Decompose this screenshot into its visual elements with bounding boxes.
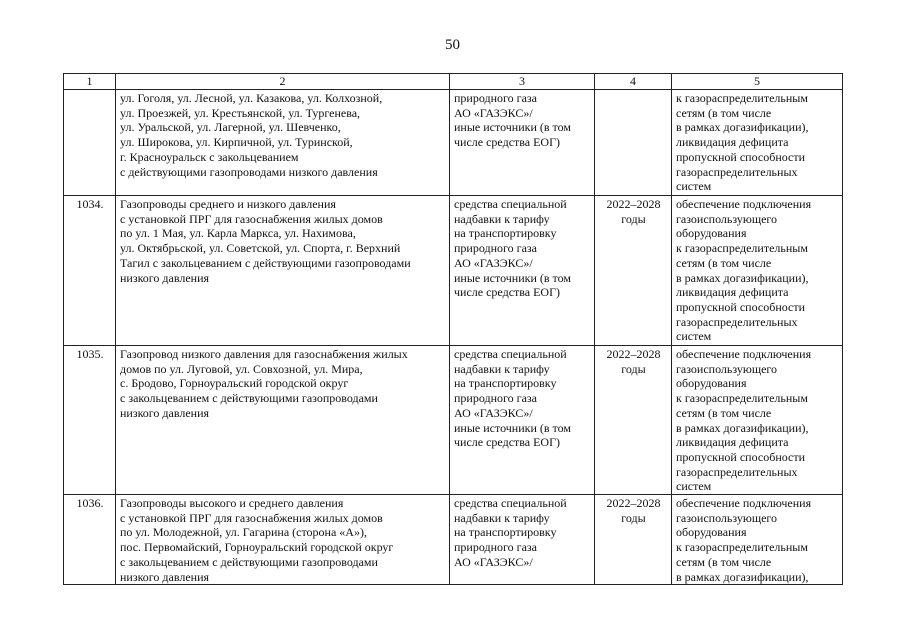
expected-result-cell-line: сетям (в том числе [676,105,772,120]
description-cell-line: Тагил с закольцеванием с действующими газопроводами [120,255,411,270]
description-cell [116,196,450,346]
expected-result-cell-line: систем [676,179,712,194]
description-cell-line: с действующими газопроводами низкого давления [120,164,378,179]
column-header: 3 [450,74,595,90]
funding-source-cell-line: надбавки к тарифу [454,510,550,525]
funding-source-cell-line: средства специальной [454,347,567,361]
table-row [64,495,843,585]
expected-result-cell-line: к газораспределительным [676,391,808,406]
description-cell-line: низкого давления [120,569,210,584]
expected-result-cell-line: пропускной способности [676,299,806,314]
expected-result-cell-line: в рамках догазификации), [676,420,809,435]
funding-source-cell-line: АО «ГАЗЭКС»/ [454,405,533,420]
funding-source-cell-line: средства специальной [454,496,567,511]
data-table [63,73,843,585]
funding-source-cell [450,346,595,495]
description-cell-line: низкого давления [120,270,210,285]
expected-result-cell-line: газоиспользующего [676,211,778,226]
expected-result-cell-line: сетям (в том числе [676,554,772,569]
funding-source-cell-line: природного газа [454,391,537,406]
funding-source-cell-line: средства специальной [454,197,567,211]
expected-result-cell-line: в рамках догазификации), [676,270,809,285]
expected-result-cell-line: газораспределительных [676,464,798,479]
row-number-cell [64,90,116,196]
expected-result-cell-line: обеспечение подключения [676,496,812,511]
description-cell [116,495,450,585]
expected-result-cell [672,495,843,585]
period-cell-line: годы [621,510,646,525]
expected-result-cell-line: оборудования [676,226,747,241]
expected-result-cell [672,346,843,495]
description-cell-line: Газопроводы среднего и низкого давления [120,197,336,211]
period-cell [595,495,672,585]
period-cell-line: годы [621,211,646,226]
description-cell-line: по ул. Молодежной, ул. Гагарина (сторона «А»), [120,525,367,540]
description-cell-line: пос. Первомайский, Горноуральский городской округ [120,540,394,555]
description-cell [116,90,450,196]
expected-result-cell-line: пропускной способности [676,149,806,164]
table-row [64,196,843,346]
period-cell [595,346,672,495]
description-cell-line: домов по ул. Луговой, ул. Совхозной, ул. Мира, [120,361,363,376]
period-cell [595,196,672,346]
description-cell-line: низкого давления [120,405,210,420]
expected-result-cell-line: к газораспределительным [676,540,808,555]
expected-result-cell-line: газоиспользующего [676,510,778,525]
expected-result-cell-line: газораспределительных [676,164,798,179]
funding-source-cell-line: природного газа [454,241,537,256]
funding-source-cell-line: на транспортировку [454,226,557,241]
funding-source-cell-line: иные источники (в том [454,120,571,135]
expected-result-cell-line: оборудования [676,376,747,391]
description-cell-line: ул. Широкова, ул. Кирпичной, ул. Туринской, [120,135,353,150]
description-cell [116,346,450,495]
funding-source-cell-line: надбавки к тарифу [454,211,550,226]
description-cell-line: с закольцеванием с действующими газопроводами [120,391,378,406]
expected-result-cell-line: обеспечение подключения [676,347,812,361]
column-header: 2 [116,74,450,90]
expected-result-cell-line: в рамках догазификации), [676,120,809,135]
column-header: 5 [672,74,843,90]
description-cell-line: ул. Октябрьской, ул. Советской, ул. Спорта, г. Верхний [120,241,401,256]
table-row [64,346,843,495]
expected-result-cell-line: к газораспределительным [676,241,808,256]
funding-source-cell-line: числе средства ЕОГ) [454,435,561,450]
expected-result-cell-line: пропускной способности [676,449,806,464]
row-number-cell: 1035. [64,346,116,495]
expected-result-cell-line: ликвидация дефицита [676,135,789,150]
page-number: 50 [445,37,460,53]
funding-source-cell-line: на транспортировку [454,376,557,391]
funding-source-cell-line: иные источники (в том [454,420,571,435]
row-number-cell: 1036. [64,495,116,585]
description-cell-line: по ул. 1 Мая, ул. Карла Маркса, ул. Нахимова, [120,226,356,241]
expected-result-cell [672,196,843,346]
funding-source-cell-line: числе средства ЕОГ) [454,285,561,300]
funding-source-cell-line: АО «ГАЗЭКС»/ [454,255,533,270]
expected-result-cell-line: оборудования [676,525,747,540]
period-cell-line: 2022–2028 [606,197,661,211]
description-cell-line: Газопроводы высокого и среднего давления [120,496,344,511]
expected-result-cell [672,90,843,196]
period-cell-line: 2022–2028 [606,347,661,361]
row-number-cell: 1034. [64,196,116,346]
description-cell-line: ул. Проезжей, ул. Крестьянской, ул. Тургенева, [120,105,361,120]
description-cell-line: с закольцеванием с действующими газопроводами [120,554,378,569]
description-cell-line: ул. Уральской, ул. Лагерной, ул. Шевченко, [120,120,341,135]
funding-source-cell-line: на транспортировку [454,525,557,540]
funding-source-cell-line: природного газа [454,540,537,555]
funding-source-cell-line: природного газа [454,91,537,105]
header-row [64,74,843,90]
period-cell [595,90,672,196]
expected-result-cell-line: газоиспользующего [676,361,778,376]
funding-source-cell [450,90,595,196]
column-header: 1 [64,74,116,90]
description-cell-line: г. Красноуральск с закольцеванием [120,149,299,164]
expected-result-cell-line: ликвидация дефицита [676,435,789,450]
period-cell-line: 2022–2028 [606,496,661,511]
expected-result-cell-line: ликвидация дефицита [676,285,789,300]
description-cell-line: с установкой ПРГ для газоснабжения жилых домов [120,510,383,525]
funding-source-cell-line: надбавки к тарифу [454,361,550,376]
expected-result-cell-line: к газораспределительным [676,91,808,105]
period-cell-line: годы [621,361,646,376]
expected-result-cell-line: сетям (в том числе [676,255,772,270]
description-cell-line: Газопровод низкого давления для газоснабжения жилых [120,347,408,361]
expected-result-cell-line: сетям (в том числе [676,405,772,420]
table-body [64,90,843,585]
funding-source-cell-line: числе средства ЕОГ) [454,135,561,150]
funding-source-cell-line: иные источники (в том [454,270,571,285]
expected-result-cell-line: обеспечение подключения [676,197,812,211]
funding-source-cell-line: АО «ГАЗЭКС»/ [454,554,533,569]
expected-result-cell-line: систем [676,479,712,494]
description-cell-line: с. Бродово, Горноуральский городской округ [120,376,349,391]
description-cell-line: с установкой ПРГ для газоснабжения жилых домов [120,211,383,226]
funding-source-cell [450,196,595,346]
expected-result-cell-line: систем [676,329,712,344]
funding-source-cell [450,495,595,585]
table-row [64,90,843,196]
description-cell-line: ул. Гоголя, ул. Лесной, ул. Казакова, ул. Колхозной, [120,91,383,105]
column-header: 4 [595,74,672,90]
expected-result-cell-line: в рамках догазификации), [676,569,809,584]
expected-result-cell-line: газораспределительных [676,314,798,329]
funding-source-cell-line: АО «ГАЗЭКС»/ [454,105,533,120]
